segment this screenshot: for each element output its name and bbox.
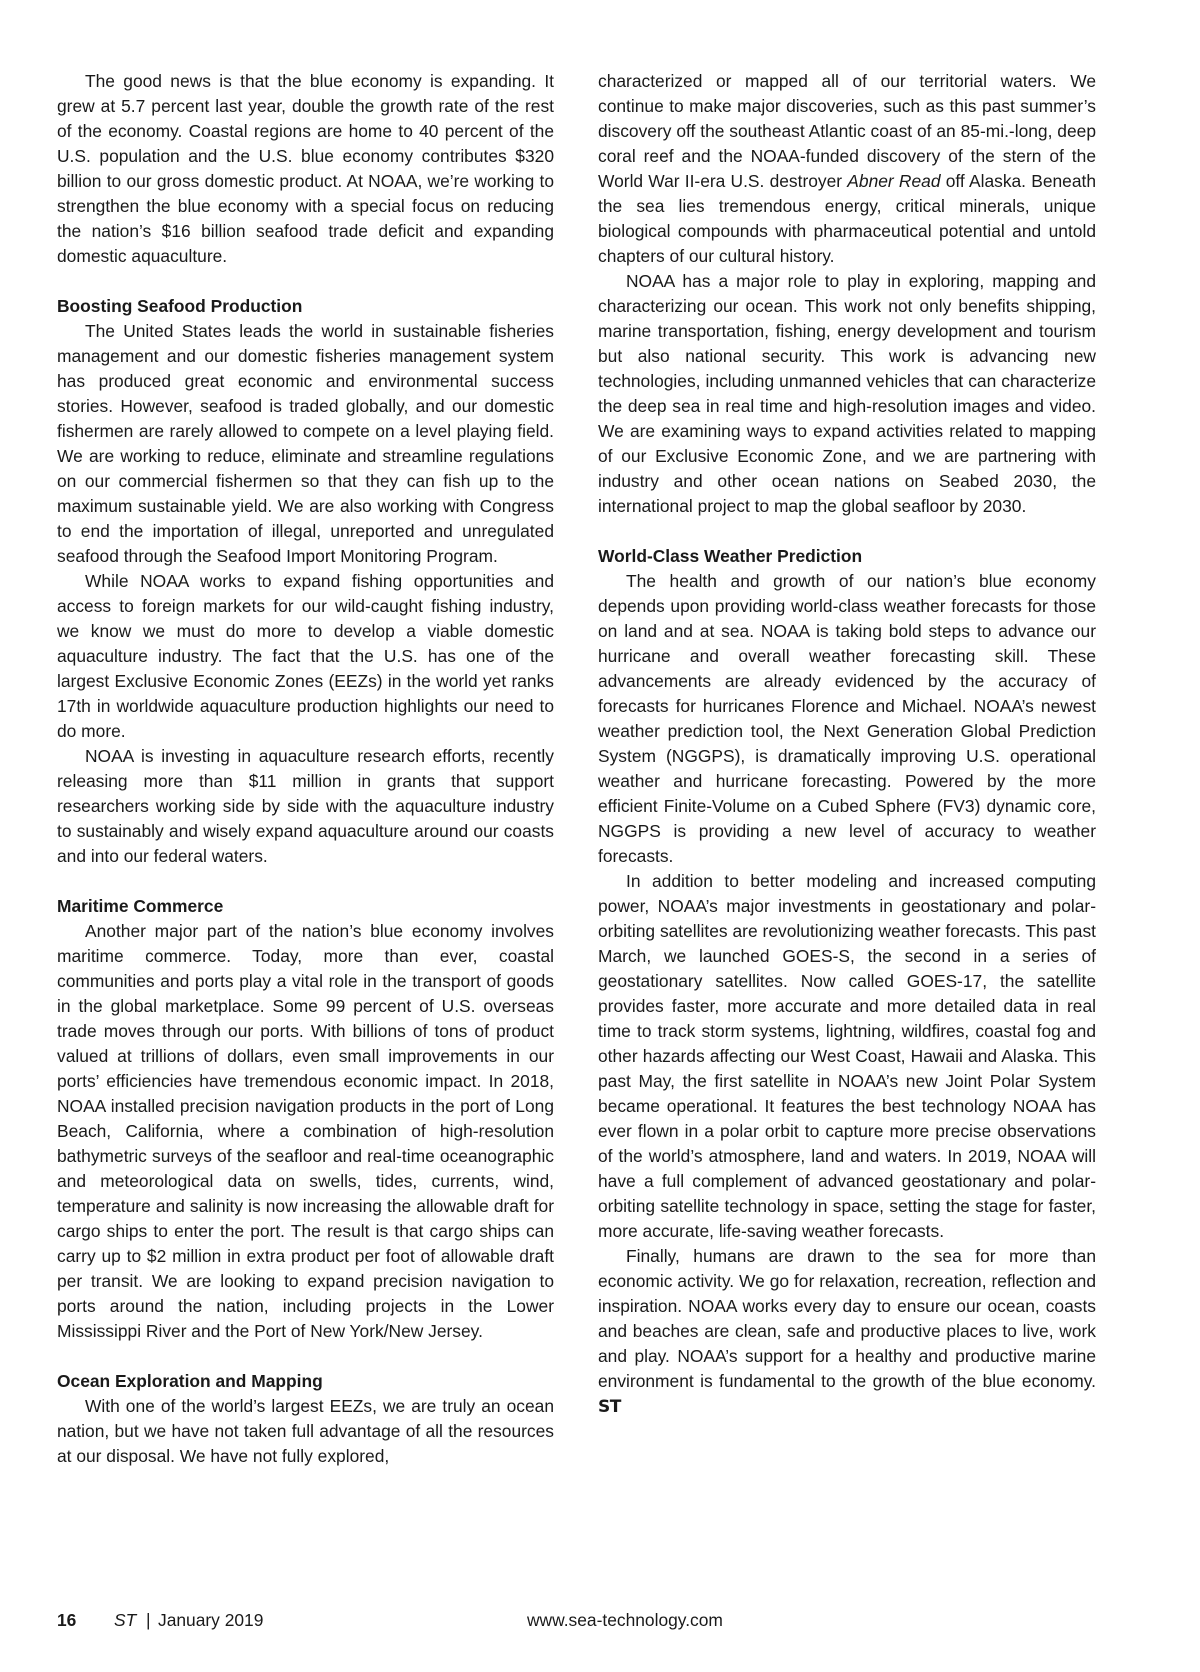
heading-ocean-exploration: Ocean Exploration and Mapping — [57, 1371, 323, 1391]
website-url: www.sea-technology.com — [527, 1610, 723, 1630]
page-footer — [57, 1607, 1097, 1633]
issue-date: January 2019 — [158, 1610, 264, 1630]
paragraph-exploration: With one of the world’s largest EEZs, we are truly an ocean nation, but we have not taken full advantage of all the resources at our disposal. We have not fully explored, — [57, 1396, 554, 1466]
magazine-name: ST — [114, 1610, 137, 1630]
paragraph-weather-2: In addition to better modeling and increased computing power, NOAA’s major investments in geostationary and polar-orbiting satellites are revolutionizing weather forecasts. This past March, we launched GOES-S, the second in a series of geostationary satellites. Now called GOES-17, the satellite provides faster, more accurate and more detailed data in real time to track storm systems, lightning, wildfires, coastal fog and other hazards affecting our West Coast, Hawaii and Alaska. This past May, the first satellite in NOAA’s new Joint Polar System became operational. It features the best technology NOAA has ever flown in a polar orbit to capture more precise observations of the world’s atmosphere, land and waters. In 2019, NOAA will have a full complement of advanced geostationary and polar-orbiting satellite technology in space, setting the stage for faster, more accurate, life-saving weather forecasts. — [598, 871, 1096, 1241]
paragraph-seafood-2: While NOAA works to expand fishing opportunities and access to foreign markets for our wild-caught fishing industry, we know we must do more to develop a viable domestic aquaculture industry. The fact that the U.S. has one of the largest Exclusive Economic Zones (EEZs) in the world yet ranks 17th in worldwide aquaculture production highlights our need to do more. — [57, 571, 554, 741]
paragraph-continued — [598, 69, 1096, 269]
paragraph-final — [598, 1244, 1096, 1420]
paragraph-intro: The good news is that the blue economy is expanding. It grew at 5.7 percent last year, double the growth rate of the rest of the economy. Coastal regions are home to 40 percent of the U.S. population and the U.S. blue economy contributes $320 billion to our gross domestic product. At NOAA, we’re working to strengthen the blue economy with a special focus on reducing the nation’s $16 billion seafood trade deficit and expanding domestic aquaculture. — [57, 71, 554, 266]
paragraph-seafood-1: The United States leads the world in sustainable fisheries management and our domestic fisheries management system has produced great economic and environmental success stories. However, seafood is traded globally, and our domestic fishermen are rarely allowed to compete on a level playing field. We are working to reduce, eliminate and streamline regulations on our commercial fishermen so that they can fish up to the maximum sustainable yield. We are also working with Congress to end the importation of illegal, unreported and unregulated seafood through the Seafood Import Monitoring Program. — [57, 321, 554, 566]
right-column — [598, 69, 1096, 1420]
paragraph-weather-1: The health and growth of our nation’s blue economy depends upon providing world-class weather forecasts for those on land and at sea. NOAA is taking bold steps to advance our hurricane and overall weather forecasting skill. These advancements are already evidenced by the accuracy of forecasts for hurricanes Florence and Michael. NOAA’s newest weather prediction tool, the Next Generation Global Prediction System (NGGPS), is dramatically improving U.S. operational weather and hurricane forecasting. Powered by the more efficient Finite-Volume on a Cubed Sphere (FV3) dynamic core, NGGPS is providing a new level of accuracy to weather forecasts. — [598, 571, 1096, 866]
end-mark: ST — [598, 1397, 621, 1417]
final-text: Finally, humans are drawn to the sea for more than economic activity. We go for relaxation, recreation, reflection and inspiration. NOAA works every day to ensure our ocean, coasts and beaches are clean, safe and productive places to live, work and play. NOAA’s support for a healthy and productive marine environment is fundamental to the growth of the blue economy. — [598, 1246, 1096, 1391]
heading-weather-prediction: World-Class Weather Prediction — [598, 546, 863, 566]
heading-maritime-commerce: Maritime Commerce — [57, 896, 224, 916]
paragraph-maritime: Another major part of the nation’s blue economy involves maritime commerce. Today, more than ever, coastal communities and ports play a vital role in the transport of goods in the global marketplace. Some 99 percent of U.S. overseas trade moves through our ports. With billions of tons of product valued at trillions of dollars, even small improvements in our ports’ efficiencies have tremendous economic impact. In 2018, NOAA installed precision navigation products in the port of Long Beach, California, where a combination of high-resolution bathymetric surveys of the seafloor and real-time oceanographic and meteorological data on swells, tides, currents, wind, temperature and salinity is now increasing the allowable draft for cargo ships to enter the port. The result is that cargo ships can carry up to $2 million in extra product per foot of allowable draft per transit. We are looking to expand precision navigation to ports around the nation, including projects in the Lower Mississippi River and the Port of New York/New Jersey. — [57, 921, 554, 1341]
paragraph-seafood-3: NOAA is investing in aquaculture research efforts, recently releasing more than $11 million in grants that support researchers working side by side with the aquaculture industry to sustainably and wisely expand aquaculture around our coasts and into our federal waters. — [57, 746, 554, 866]
ship-name: Abner Read — [847, 171, 941, 191]
heading-seafood-production: Boosting Seafood Production — [57, 296, 303, 316]
left-column — [57, 69, 554, 1469]
page-number: 16 — [57, 1610, 77, 1630]
continued-text-b: off Alaska. Beneath the sea lies tremendous energy, critical minerals, unique biological compounds with pharmaceutical potential and untold chapters of our cultural history. — [598, 171, 1097, 266]
footer-separator: | — [146, 1610, 151, 1630]
continued-text-a: characterized or mapped all of our territorial waters. We continue to make major discoveries, such as this past summer’s discovery off the southeast Atlantic coast of an 85-mi.-long, deep coral reef and the NOAA-funded discovery of the stern of the World War II-era U.S. destroyer — [598, 71, 1096, 191]
paragraph-mapping: NOAA has a major role to play in exploring, mapping and characterizing our ocean. This work not only benefits shipping, marine transportation, fishing, energy development and tourism but also national security. This work is advancing new technologies, including unmanned vehicles that can characterize the deep sea in real time and high-resolution images and video. We are examining ways to expand activities related to mapping of our Exclusive Economic Zone, and we are partnering with industry and other ocean nations on Seabed 2030, the international project to map the global seafloor by 2030. — [598, 271, 1096, 516]
